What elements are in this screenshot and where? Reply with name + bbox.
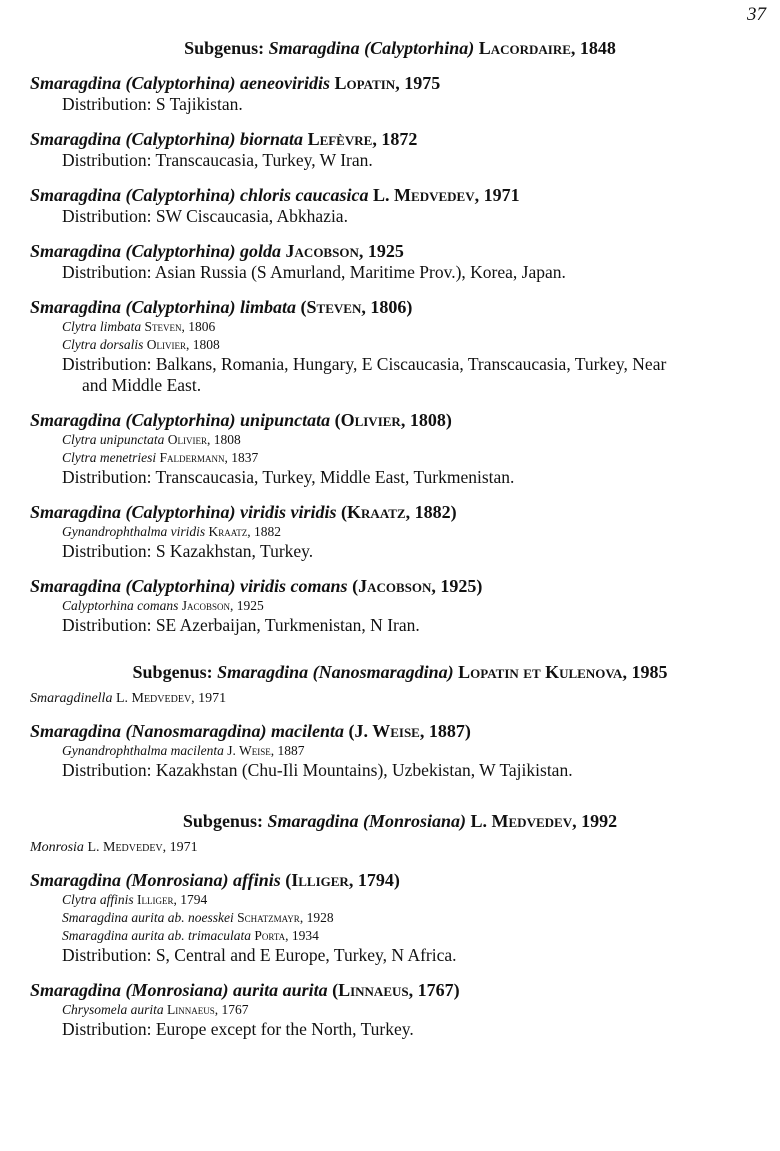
species-name: Smaragdina (Calyptorhina) viridis viridis [30,502,337,522]
species-name: Smaragdina (Calyptorhina) chloris caucasica [30,185,369,205]
subgenus-heading [30,38,770,59]
distribution: Distribution: Europe except for the North, Turkey. [62,1019,414,1039]
species-entry [30,128,770,171]
species-title [30,296,770,318]
synonym-author: Linnaeus [167,1002,215,1017]
species-author: Illiger [291,870,349,890]
species-title [30,72,770,94]
paren-open: ( [341,502,348,522]
synonym-line [30,891,770,909]
paren-open: ( [348,721,355,741]
paren-close: ) [393,870,400,890]
synonym-year: , 1882 [247,524,281,539]
species-entry [30,501,770,562]
synonym-year: , 1887 [270,743,305,758]
subgenus-synonym-author: L. Medvedev [115,691,192,706]
distribution: Distribution: SE Azerbaijan, Turkmenistan, N Iran. [62,615,420,635]
subgenus-author: Lacordaire [478,38,571,58]
distribution: Distribution: S Tajikistan. [62,94,243,114]
synonym-name: Gynandrophthalma macilenta [62,743,224,758]
species-name: Smaragdina (Calyptorhina) unipunctata [30,410,331,430]
subgenus-synonym-author: L. Medvedev [87,840,163,855]
species-entry [30,240,770,283]
distribution: Distribution: Asian Russia (S Amurland, Maritime Prov.), Korea, Japan. [62,262,566,282]
species-name: Smaragdina (Calyptorhina) aeneoviridis [30,73,331,93]
subgenus-prefix: Subgenus: [132,662,213,682]
species-author: Lefèvre [307,129,373,149]
species-name: Smaragdina (Calyptorhina) golda [30,241,282,261]
synonym-author: Olivier [167,432,207,447]
species-author: Lopatin [334,73,396,93]
synonym-author: J. Weise [227,743,271,758]
paren-close: ) [406,297,413,317]
synonym-year: , 1794 [173,892,208,907]
subgenus-author: L. Medvedev [470,811,573,831]
synonym-line [30,336,770,354]
species-year: , 1767 [408,980,454,1000]
paren-close: ) [476,576,483,596]
species-year: , 1882 [405,502,451,522]
synonym-name: Clytra limbata [62,319,142,334]
distribution: Distribution: Transcaucasia, Turkey, Middle East, Turkmenistan. [62,467,515,487]
subgenus-taxon: Smaragdina (Monrosiana) [267,811,467,831]
synonym-line [30,523,770,541]
synonym-line [30,449,770,467]
species-title [30,409,770,431]
synonym-author: Porta [254,928,286,943]
distribution: Distribution: Transcaucasia, Turkey, W Iran. [62,150,373,170]
species-title [30,720,770,742]
synonym-author: Faldermann [159,450,225,465]
species-entry [30,72,770,115]
distribution [30,354,770,396]
species-year: , 1887 [419,721,465,741]
species-title [30,575,770,597]
synonym-name: Clytra affinis [62,892,134,907]
species-name: Smaragdina (Calyptorhina) biornata [30,129,304,149]
synonym-name: Gynandrophthalma viridis [62,524,206,539]
synonym-year: , 1934 [285,928,319,943]
subgenus-taxon: Smaragdina (Calyptorhina) [268,38,475,58]
subgenus-taxon: Smaragdina (Nanosmaragdina) [217,662,454,682]
species-entry [30,720,770,781]
synonym-line [30,1001,770,1019]
distribution: Distribution: S Kazakhstan, Turkey. [62,541,314,561]
synonym-name: Clytra dorsalis [62,337,144,352]
synonym-name: Calyptorhina comans [62,598,179,613]
subgenus-year: , 1985 [622,662,668,682]
species-year: , 1971 [474,185,520,205]
species-entry [30,409,770,488]
synonym-year: , 1925 [230,598,264,613]
subgenus-year: , 1992 [572,811,618,831]
page-number: 37 [747,4,766,25]
subgenus-synonym-name: Smaragdinella [30,691,113,706]
species-year: , 1925 [431,576,477,596]
species-year: , 1872 [372,129,418,149]
synonym-name: Clytra unipunctata [62,432,165,447]
synonym-year: , 1808 [207,432,241,447]
synonym-line [30,597,770,615]
synonym-author: Illiger [137,892,174,907]
species-entry [30,296,770,396]
paren-open: ( [332,980,339,1000]
synonym-author: Olivier [146,337,187,352]
species-entry [30,575,770,636]
synonym-author: Kraatz [208,524,248,539]
species-title [30,240,770,262]
synonym-line [30,431,770,449]
subgenus-prefix: Subgenus: [182,811,263,831]
synonym-name: Smaragdina aurita ab. noesskei [62,910,234,925]
species-entry [30,184,770,227]
paren-close: ) [464,721,471,741]
species-author: Linnaeus [338,980,409,1000]
synonym-name: Smaragdina aurita ab. trimaculata [62,928,252,943]
paren-open: ( [285,870,292,890]
synonym-year: , 1808 [186,337,220,352]
distribution: Distribution: Kazakhstan (Chu-Ili Mountains), Uzbekistan, W Tajikistan. [62,760,573,780]
paren-close: ) [450,502,457,522]
species-name: Smaragdina (Nanosmaragdina) macilenta [30,721,345,741]
subgenus-synonym-name: Monrosia [30,840,84,855]
subgenus-synonym-year: , 1971 [191,691,227,706]
synonym-year: , 1767 [214,1002,249,1017]
subgenus-synonym [30,691,770,707]
species-author: Kraatz [347,502,406,522]
species-title [30,869,770,891]
synonym-name: Chrysomela aurita [62,1002,164,1017]
species-year: , 1808 [400,410,446,430]
synonym-author: Steven [144,319,182,334]
species-author: L. Medvedev [373,185,475,205]
paren-close: ) [453,980,460,1000]
synonym-line [30,742,770,760]
species-name: Smaragdina (Monrosiana) aurita aurita [30,980,328,1000]
synonym-line [30,318,770,336]
synonym-name: Clytra menetriesi [62,450,157,465]
synonym-year: , 1806 [181,319,216,334]
subgenus-prefix: Subgenus: [184,38,265,58]
species-author: Steven [306,297,362,317]
subgenus-author: Lopatin et Kulenova [458,662,623,682]
synonym-line [30,927,770,945]
species-name: Smaragdina (Calyptorhina) limbata [30,297,297,317]
species-author: Jacobson [358,576,432,596]
species-entry [30,979,770,1040]
paren-close: ) [445,410,452,430]
species-name: Smaragdina (Monrosiana) affinis [30,870,281,890]
synonym-year: , 1837 [224,450,259,465]
species-title [30,501,770,523]
species-entry [30,869,770,966]
species-year: , 1794 [348,870,394,890]
species-title [30,184,770,206]
synonym-line [30,909,770,927]
species-year: , 1806 [361,297,407,317]
species-name: Smaragdina (Calyptorhina) viridis comans [30,576,348,596]
subgenus-heading [30,811,770,832]
species-author: Olivier [340,410,401,430]
synonym-year: , 1928 [299,910,334,925]
species-author: J. Weise [354,721,420,741]
synonym-author: Jacobson [181,598,231,613]
subgenus-synonym [30,840,770,856]
subgenus-synonym-year: , 1971 [162,840,198,855]
catalog-content [30,38,770,1040]
species-year: , 1925 [358,241,404,261]
paren-open: ( [352,576,359,596]
distribution: Distribution: S, Central and E Europe, Turkey, N Africa. [62,945,457,965]
subgenus-heading [30,662,770,683]
species-year: , 1975 [395,73,441,93]
species-title [30,128,770,150]
paren-open: ( [300,297,307,317]
species-author: Jacobson [285,241,359,261]
distribution: Distribution: SW Ciscaucasia, Abkhazia. [62,206,348,226]
synonym-author: Schatzmayr [237,910,300,925]
species-title [30,979,770,1001]
distribution-text: Distribution: Balkans, Romania, Hungary, E Ciscaucasia, Transcaucasia, Turkey, Near [62,354,667,374]
paren-open: ( [334,410,341,430]
distribution-continuation: and Middle East. [82,375,202,395]
subgenus-year: , 1848 [570,38,616,58]
